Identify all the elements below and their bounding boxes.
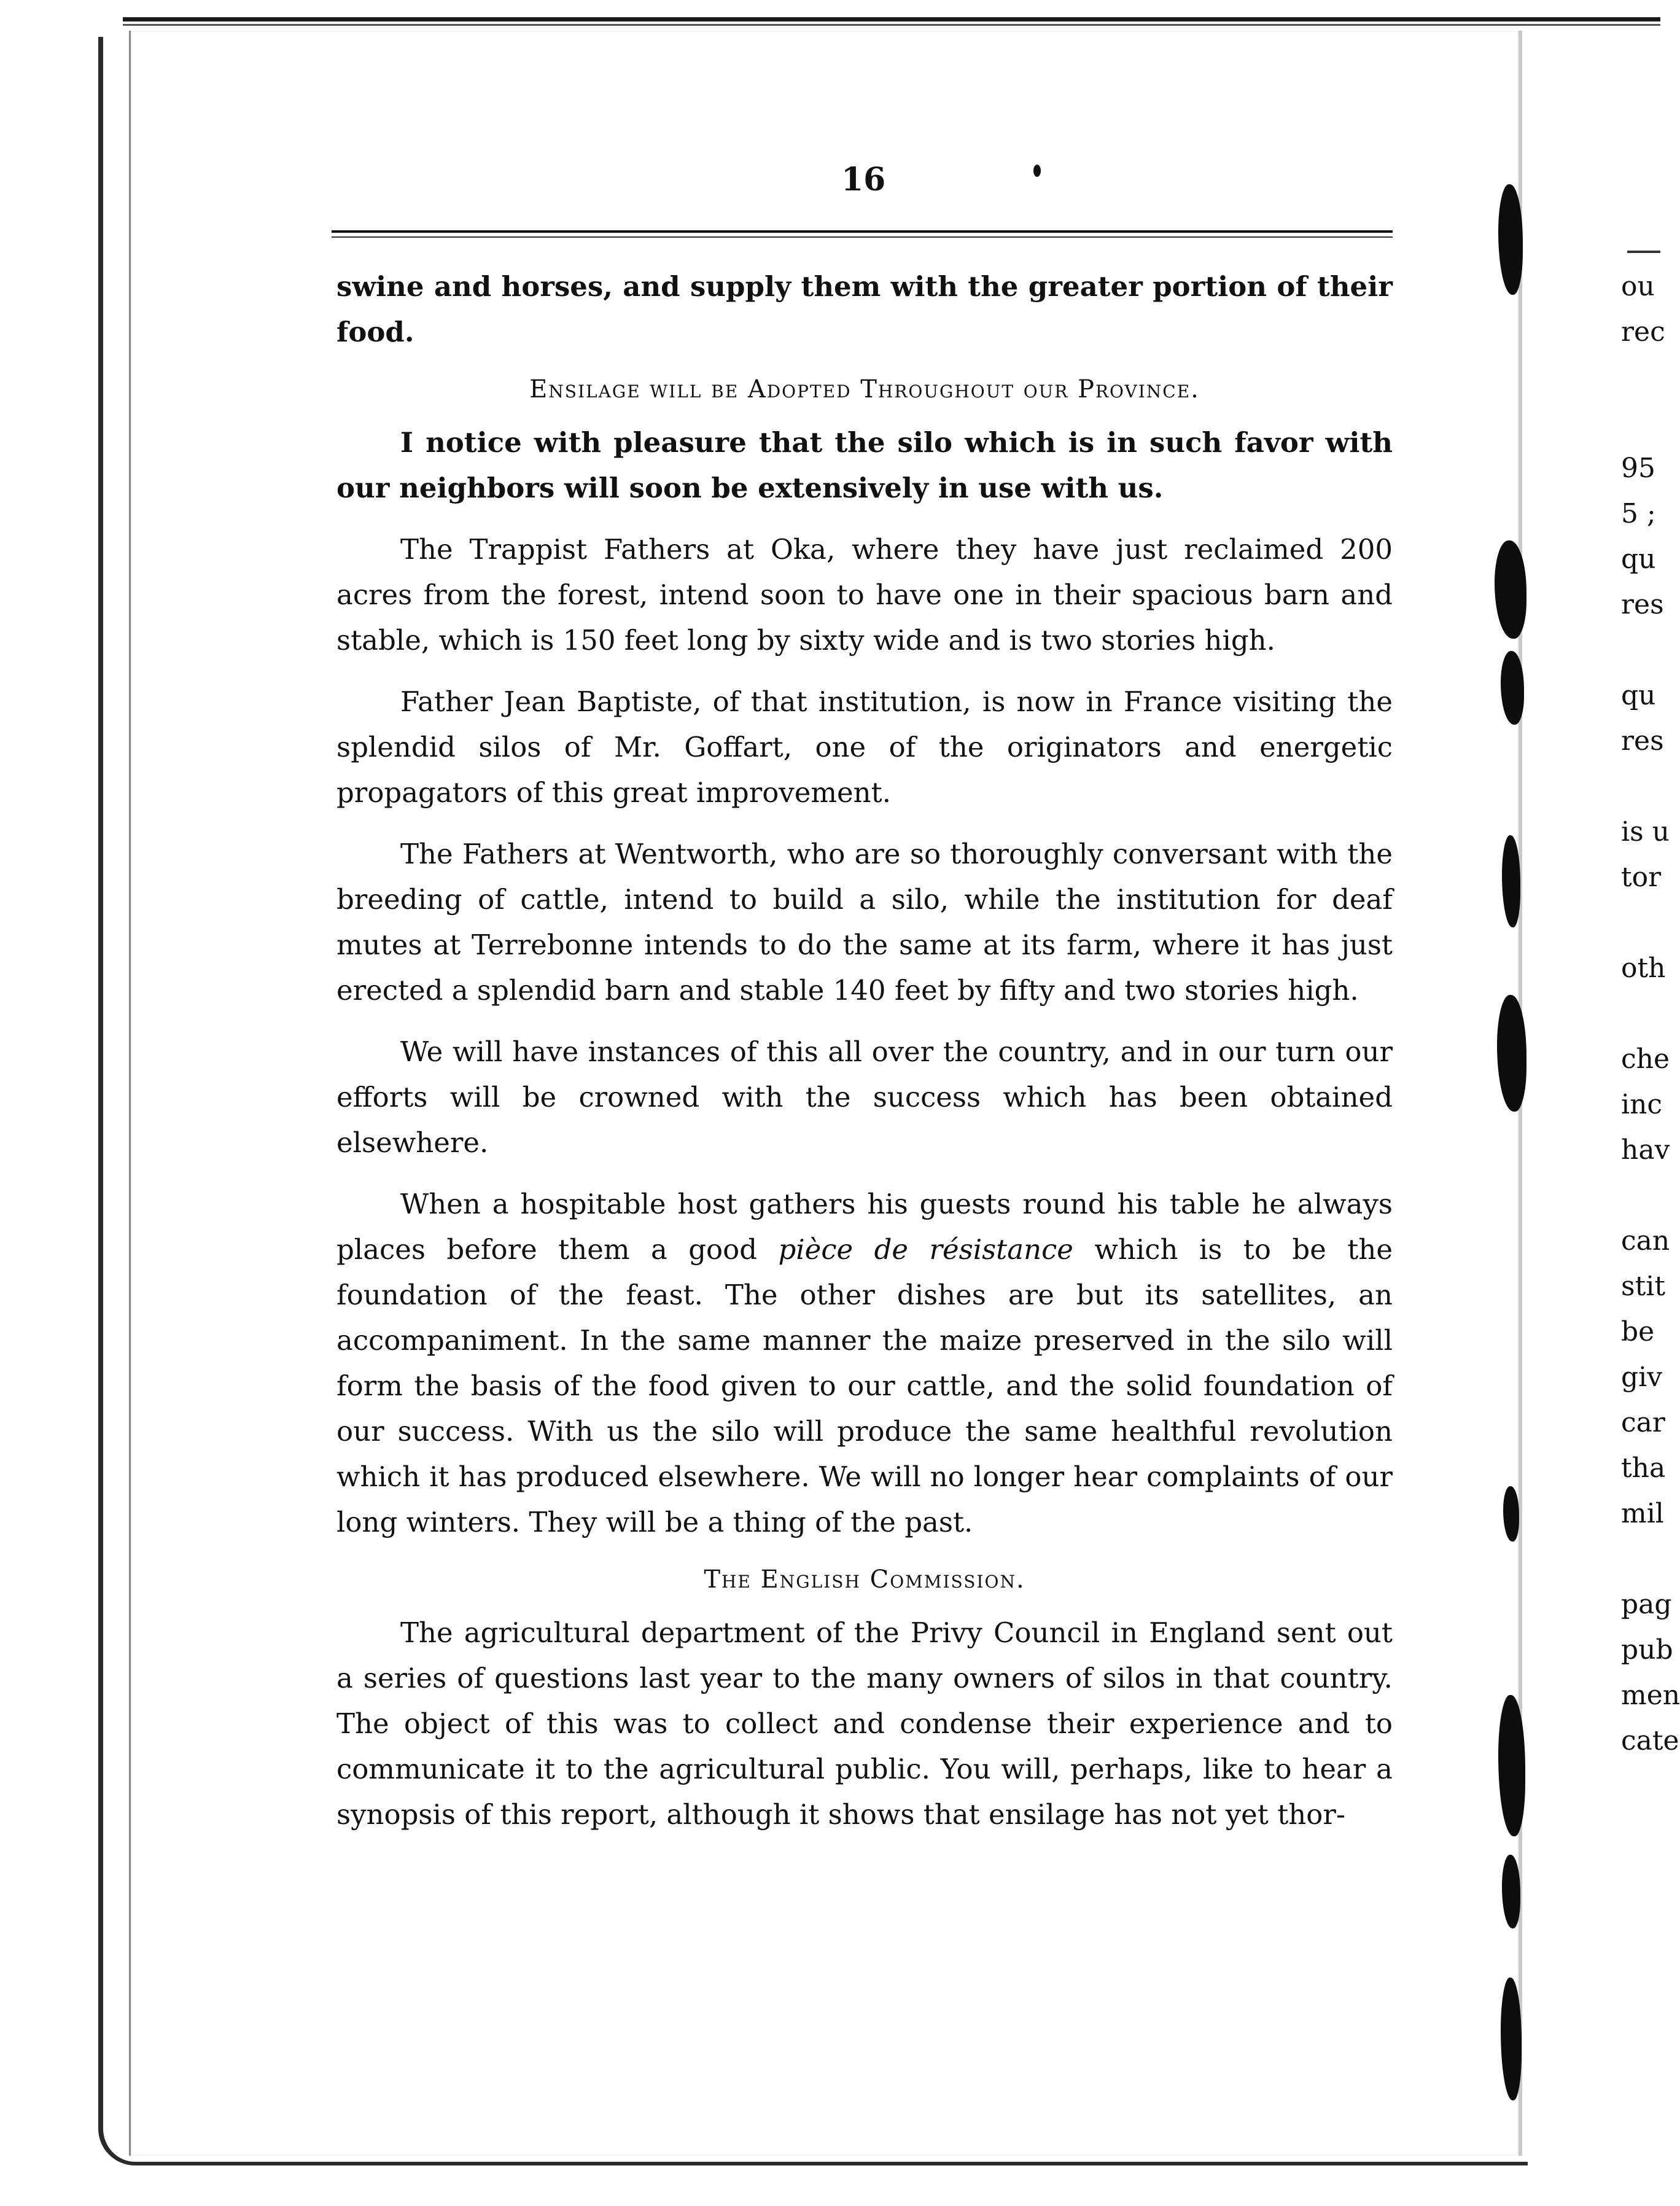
page-number: 16 (841, 161, 886, 198)
gutter-damage-mark (1501, 1978, 1522, 2100)
facing-page-fragment: oth (1621, 953, 1666, 984)
gutter-damage-mark (1502, 835, 1520, 927)
facing-page-fragment: can (1621, 1225, 1670, 1257)
facing-page-fragment: hav (1621, 1134, 1670, 1166)
paragraph-text: When a hospitable host gathers his guests round his table he always places before them a good (336, 1188, 1393, 1266)
facing-page-fragment: 95 (1621, 453, 1655, 484)
paragraph (336, 1182, 1393, 1545)
facing-page-fragment: tor (1621, 862, 1662, 893)
facing-page-fragment: men (1621, 1680, 1680, 1711)
paragraph: I notice with pleasure that the silo which is in such favor with our neighbors will soon be extensively in use with us. (336, 426, 1393, 504)
facing-page-fragment: tha (1621, 1452, 1666, 1484)
facing-page-fragment: rec (1621, 316, 1665, 348)
paragraph: The agricultural department of the Privy Council in England sent out a series of questions last year to the many owners of silos in that country. The object of this was to collect and condense their experience and to communicate it to the agricultural public. You will, perhaps, like to hear a synopsis of this report, although it shows that ensilage has not yet thor- (336, 1616, 1393, 1831)
facing-page-fragment (1621, 1537, 1660, 1582)
facing-page-fragment (1621, 628, 1660, 673)
facing-page-fragment: giv (1621, 1362, 1663, 1393)
facing-page-fragment: qu (1621, 544, 1656, 575)
gutter-damage-mark (1502, 1855, 1520, 1928)
gutter-damage-mark (1498, 184, 1523, 295)
section-heading: Ensilage will be Adopted Throughout our Province. (529, 375, 1200, 403)
body-text (336, 264, 1393, 1853)
paragraph-continued: swine and horses, and supply them with the greater portion of their food. (336, 270, 1393, 348)
gutter-damage-mark (1503, 1486, 1519, 1541)
gutter-damage-mark (1495, 540, 1526, 639)
facing-page-fragment: pag (1621, 1589, 1672, 1620)
paragraph: The Fathers at Wentworth, who are so thoroughly conversant with the breeding of cattle, intend to build a silo, while the institution for deaf mutes at Terrebonne intends to do the same at its farm, where it has just erected a splendid barn and stable 140 feet by fifty and two stories high. (336, 838, 1393, 1007)
gutter-damage-mark (1498, 1695, 1525, 1836)
facing-page-fragments (1621, 264, 1680, 1764)
facing-page-fragment (1621, 355, 1660, 400)
ink-dot (1033, 165, 1041, 177)
header-rule (332, 230, 1393, 238)
facing-page-fragment: be (1621, 1316, 1655, 1347)
facing-page-fragment: res (1621, 589, 1664, 620)
paragraph: We will have instances of this all over the country, and in our turn our efforts will be crowned with the success which has been obtained elsewhere. (336, 1035, 1393, 1159)
facing-page-fragment: 5 ; (1621, 498, 1656, 529)
facing-page-rule (1627, 251, 1660, 253)
italic-phrase: pièce de résistance (778, 1233, 1073, 1266)
facing-page-fragment: che (1621, 1043, 1670, 1075)
paragraph: Father Jean Baptiste, of that institution, is now in France visiting the splendid silos of Mr. Goffart, one of the originators and energetic propagators of this great improvement. (336, 685, 1393, 809)
paragraph-text: which is to be the foundation of the feast. The other dishes are but its satellites, an accompaniment. In the same manner the maize preserved in the silo will form the basis of the food given to our cattle, and the solid foundation of our success. With us the silo will produce the same healthful revolution which it has produced elsewhere. We will no longer hear complaints of our long winters. They will be a thing of the past. (336, 1233, 1393, 1538)
facing-page-fragment: inc (1621, 1089, 1663, 1120)
scan-top-rule (123, 17, 1660, 26)
facing-page-fragment (1621, 900, 1660, 946)
facing-page-fragment: ou (1621, 271, 1655, 302)
gutter-damage-mark (1497, 995, 1526, 1112)
facing-page-fragment: qu (1621, 680, 1656, 711)
paragraph: The Trappist Fathers at Oka, where they have just reclaimed 200 acres from the forest, intend soon to have one in their spacious barn and stable, which is 150 feet long by sixty wide and is two stories high. (336, 533, 1393, 657)
facing-page-fragment (1621, 764, 1660, 809)
facing-page-fragment: pub (1621, 1634, 1673, 1666)
facing-page-fragment: res (1621, 725, 1664, 757)
facing-page-fragment: cate (1621, 1725, 1679, 1756)
facing-page-fragment: stit (1621, 1271, 1666, 1302)
binding-gutter (1474, 37, 1529, 2137)
facing-page-fragment: mil (1621, 1498, 1664, 1529)
section-heading: The English Commission. (704, 1565, 1025, 1594)
facing-page-fragment (1621, 991, 1660, 1037)
facing-page-fragment: is u (1621, 816, 1670, 848)
facing-page-fragment (1621, 1173, 1660, 1218)
gutter-damage-mark (1501, 651, 1524, 725)
facing-page-fragment: car (1621, 1407, 1665, 1438)
facing-page-fragment (1621, 400, 1660, 446)
